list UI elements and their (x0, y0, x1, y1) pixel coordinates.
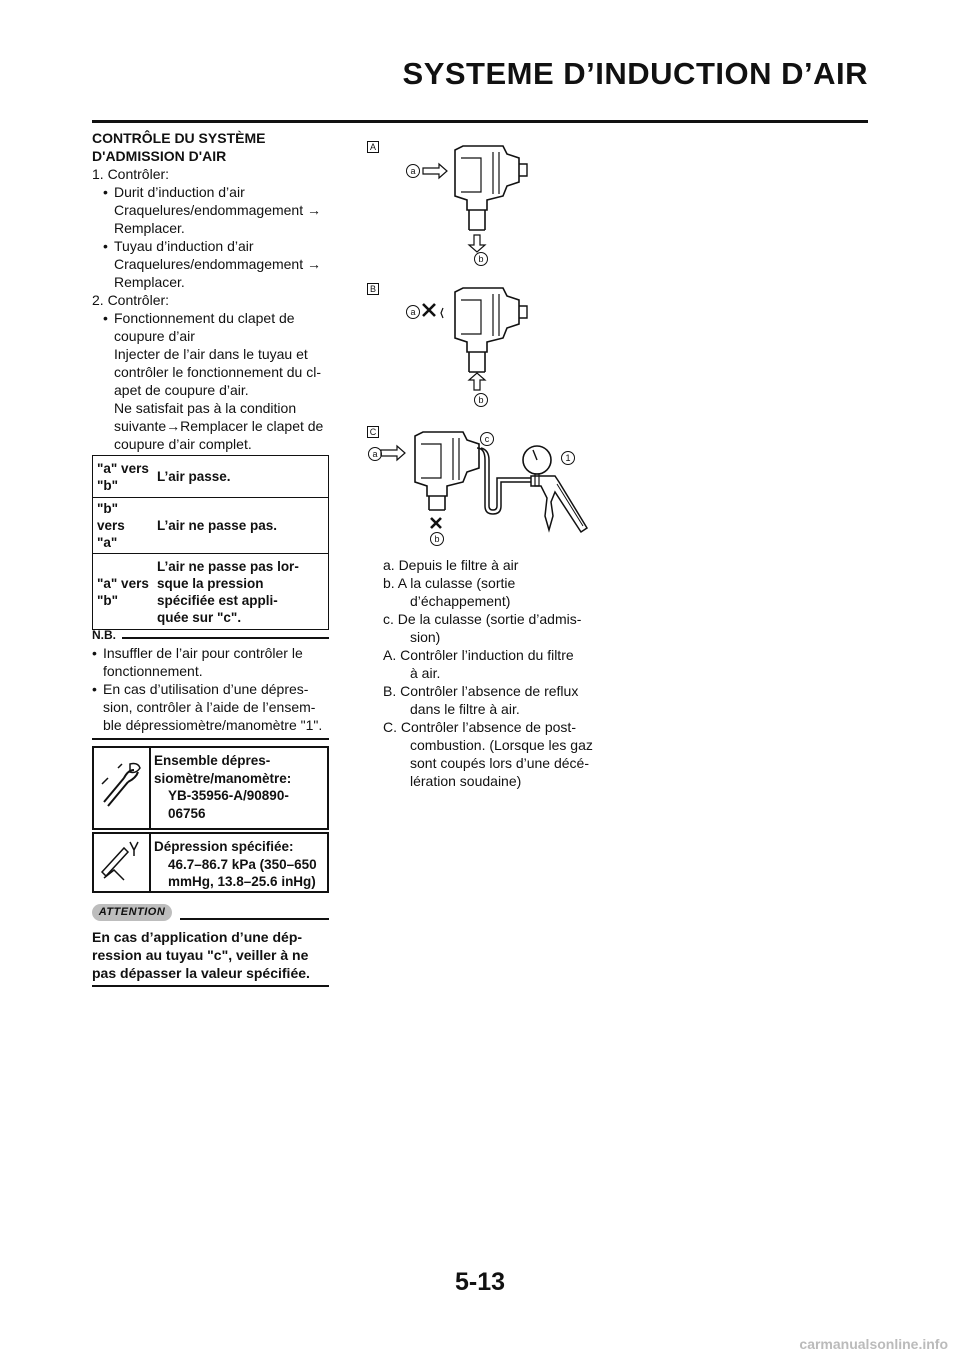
tool-name: Ensemble dépres- (154, 753, 271, 768)
table-cell-direction: "a" vers "b" (93, 456, 154, 498)
legend-C-cont: combustion. (Lorsque les gaz (410, 737, 593, 753)
table-cell-result: L’air ne passe pas lor- sque la pression spécifiée est appli- quée sur "c". (153, 554, 329, 630)
title-rule (92, 120, 868, 123)
tool-part-number: YB-35956-A/90890- (168, 788, 289, 804)
table-row (93, 456, 329, 498)
air-cutoff-valve-diagram-b (395, 280, 545, 410)
spec-box (92, 832, 329, 893)
tool-box (92, 746, 329, 830)
label-b-circle: b (474, 252, 488, 266)
bullet-text: coupure d’air (114, 328, 195, 344)
legend-a: a. Depuis le filtre à air (383, 557, 519, 573)
bullet-text: Ne satisfait pas à la condition (114, 400, 297, 416)
label-a-circle: a (406, 164, 420, 178)
label-b-circle: b (430, 532, 444, 546)
spec-value: mmHg, 13.8–25.6 inHg) (168, 874, 316, 890)
note-end-rule (92, 738, 329, 740)
attention-badge: ATTENTION (92, 904, 172, 921)
page-title: SYSTEME D’INDUCTION D’AIR (402, 56, 868, 91)
caution-rule (180, 918, 329, 920)
watermark: carmanualsonline.info (799, 1336, 948, 1352)
note-text: fonctionnement. (103, 663, 203, 679)
bullet-text: Injecter de l’air dans le tuyau et (114, 346, 308, 362)
note-text: ble dépressiomètre/manomètre "1". (103, 717, 323, 733)
bullet-text: Remplacer. (114, 220, 185, 236)
spec-icon-cell (94, 834, 151, 891)
legend-C-cont: sont coupés lors d’une décé- (410, 755, 589, 771)
caution-text: ression au tuyau "c", veiller à ne (92, 947, 309, 963)
air-cutoff-valve-diagram-a (395, 138, 545, 268)
legend-b: b. A la culasse (sortie (383, 575, 516, 591)
note-item: • Insuffler de l’air pour contrôler le (103, 645, 303, 663)
legend-B-cont: dans le filtre à air. (410, 701, 520, 717)
bullet-item: • Durit d’induction d’air (114, 184, 245, 202)
legend-A: A. Contrôler l’induction du filtre (383, 647, 574, 663)
legend-c-cont: sion) (410, 629, 441, 645)
legend-A-cont: à air. (410, 665, 441, 681)
step-1: 1. Contrôler: (92, 166, 170, 182)
check-table (92, 455, 329, 630)
legend-c: c. De la culasse (sortie d’admis- (383, 611, 582, 627)
label-c-circle: c (480, 432, 494, 446)
bullet-text: suivante→Remplacer le clapet de (114, 418, 324, 434)
table-row (93, 554, 329, 630)
section-title: CONTRÔLE DU SYSTÈME (92, 130, 266, 146)
bullet-item: • Tuyau d’induction d’air (114, 238, 254, 256)
label-a-circle: a (406, 305, 420, 319)
table-row (93, 498, 329, 554)
spec-content (154, 838, 317, 891)
table-cell-result: L’air passe. (153, 456, 329, 498)
special-tool-icon (94, 748, 149, 828)
bullet-text: Craquelures/endommagement → (114, 202, 321, 218)
label-1-circle: 1 (561, 451, 575, 465)
caution-text: pas dépasser la valeur spécifiée. (92, 965, 310, 981)
bullet-text: coupure d’air complet. (114, 436, 252, 452)
bullet-text: apet de coupure d’air. (114, 382, 249, 398)
spec-title: Dépression spécifiée: (154, 839, 294, 854)
note-label: N.B. (92, 628, 116, 642)
section-title-line2: D'ADMISSION D'AIR (92, 148, 227, 164)
page-number: 5-13 (454, 1268, 506, 1296)
panel-label-a: A (367, 141, 379, 153)
label-a-circle: a (368, 447, 382, 461)
specification-icon (94, 834, 149, 891)
table-cell-direction: "b" vers "a" (93, 498, 154, 554)
legend-C: C. Contrôler l’absence de post- (383, 719, 576, 735)
tool-content (154, 752, 291, 822)
caution-end-rule (92, 985, 329, 987)
step-2: 2. Contrôler: (92, 292, 170, 308)
tool-icon-cell (94, 748, 151, 828)
bullet-text: Craquelures/endommagement → (114, 256, 321, 272)
legend-C-cont: lération soudaine) (410, 773, 522, 789)
label-b-circle: b (474, 393, 488, 407)
bullet-item: • Fonctionnement du clapet de (114, 310, 295, 328)
note-text: sion, contrôler à l’aide de l’ensem- (103, 699, 316, 715)
caution-text: En cas d’application d’une dép- (92, 929, 303, 945)
note-rule (122, 637, 329, 639)
legend-b-cont: d’échappement) (410, 593, 511, 609)
spec-value: 46.7–86.7 kPa (350–650 (168, 856, 317, 872)
panel-label-c: C (367, 426, 379, 438)
table-cell-result: L’air ne passe pas. (153, 498, 329, 554)
panel-label-b: B (367, 283, 379, 295)
bullet-text: Remplacer. (114, 274, 185, 290)
tool-part-number: 06756 (168, 805, 206, 821)
table-cell-direction: "a" vers "b" (93, 554, 154, 630)
bullet-text: contrôler le fonctionnement du cl- (114, 364, 321, 380)
tool-name: siomètre/manomètre: (154, 770, 292, 786)
note-item: • En cas d’utilisation d’une dépres- (103, 681, 308, 699)
legend-B: B. Contrôler l’absence de reflux (383, 683, 579, 699)
